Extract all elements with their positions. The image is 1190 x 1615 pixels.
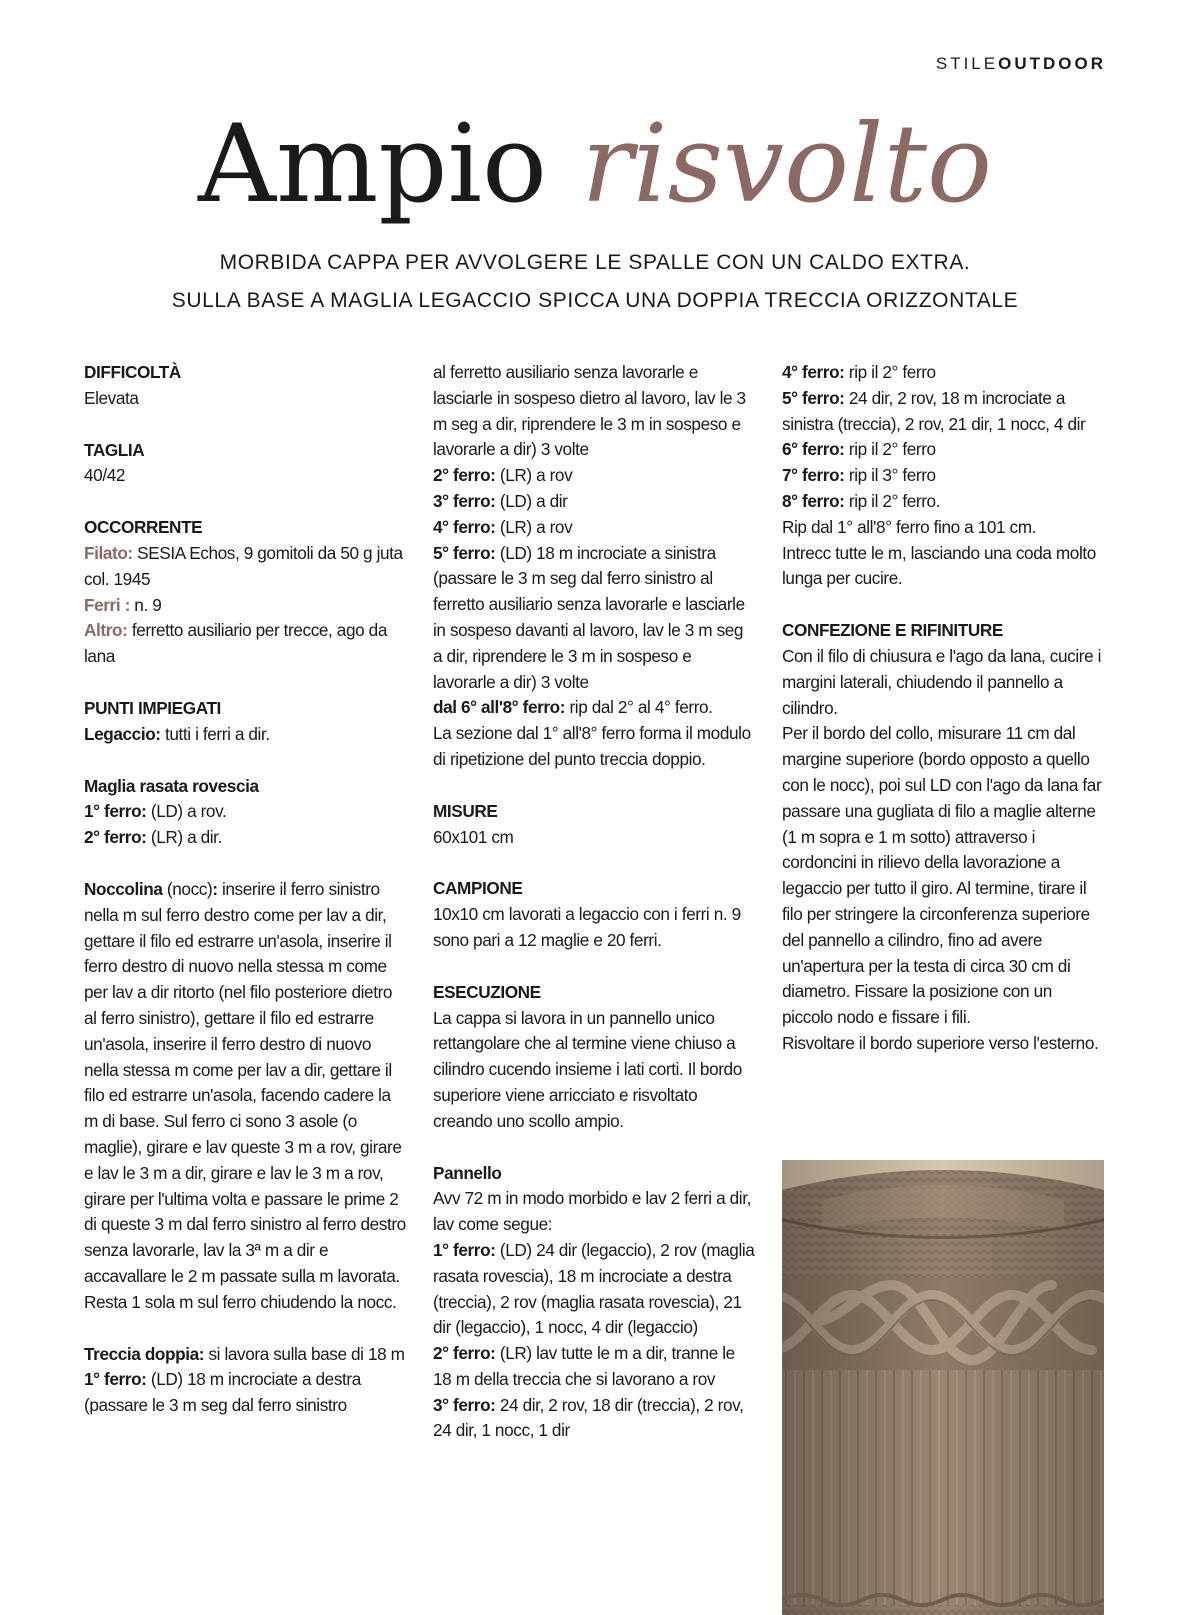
treccia-row-2: 2° ferro: (LR) a rov (433, 465, 573, 486)
maglia-row-2: 2° ferro: (LR) a dir. (84, 827, 222, 848)
pannello-heading: Pannello (433, 1162, 502, 1183)
treccia-row-1-cont: al ferretto ausiliario senza lavorarle e lasciarle in sospeso dietro al lavoro, lav le 3 m seg a dir, riprendere le 3 m in sospeso e lavorarle a dir) 3 volte (433, 362, 746, 460)
column-1 (84, 360, 406, 1419)
treccia-row-1: 1° ferro: (LD) 18 m incrociate a destra (passare le 3 m seg dal ferro sinistro (84, 1369, 361, 1416)
column-2 (433, 360, 755, 1444)
occorrente-heading: OCCORRENTE (84, 517, 203, 538)
filato-line: Filato: SESIA Echos, 9 gomitoli da 50 g juta col. 1945 (84, 542, 403, 589)
pannello-row-6: 6° ferro: rip il 2° ferro (782, 439, 936, 460)
page-title (0, 100, 1190, 230)
treccia-row-5: 5° ferro: (LD) 18 m incrociate a sinistra (passare le 3 m seg dal ferro sinistro al ferretto ausiliario senza lavorarle e lasciarle in sospeso davanti al lavoro, lav le 3 m seg a dir, riprendere le 3 m in sospeso e lavorarle a dir) 3 volte (433, 542, 745, 692)
column-3 (782, 360, 1104, 1057)
esecuzione-text: La cappa si lavora in un pannello unico rettangolare che al termine viene chiuso a cilindro cucendo insieme i lati corti. Il bordo superiore viene arricciato e risvoltato creando uno scollo ampio. (433, 1007, 742, 1131)
title-accent: risvolto (581, 102, 993, 227)
misure-heading: MISURE (433, 800, 498, 821)
confezione-heading: CONFEZIONE E RIFINITURE (782, 620, 1003, 641)
noccolina-text: Noccolina (nocc): inserire il ferro sinistro nella m sul ferro destro come per lav a dir, gettare il filo ed estrarre un'asola, inserire il ferro destro di nuovo nella stessa m come per lav a dir ritorto (nel filo posteriore dietro al ferro sinistro), gettare il filo ed estrarre un'asola, inserire il ferro destro di nuovo nella stessa m come per lav a dir, gettare il filo ed estrarre un'asola, facendo cadere la m di base. Sul ferro ci sono 3 asole (o maglie), girare e lav queste 3 m a rov, girare e lav le 3 m a dir, girare e lav le 3 m a rov, girare per l'ultima volta e passare le prime 2 di queste 3 m dal ferro sinistro al ferro destro senza lavorarle, lav la 3ª m a dir e accavallare le 2 m passate sulla m lavorata. (84, 878, 406, 1286)
campione-value: 10x10 cm lavorati a legaccio con i ferri n. 9 sono pari a 12 maglie e 20 ferri. (433, 904, 741, 950)
esecuzione-heading: ESECUZIONE (433, 981, 541, 1002)
knitted-cape-photo (782, 1160, 1104, 1615)
section-tag: STILEOUTDOOR (935, 54, 1106, 73)
punti-heading: PUNTI IMPIEGATI (84, 697, 221, 718)
treccia-heading: Treccia doppia: si lavora sulla base di 18 m (84, 1343, 405, 1364)
pannello-row-8: 8° ferro: rip il 2° ferro. (782, 490, 941, 511)
campione-heading: CAMPIONE (433, 878, 523, 899)
altro-line: Altro: ferretto ausiliario per trecce, ago da lana (84, 620, 387, 667)
intrecc-text: Intrecc tutte le m, lasciando una coda molto lunga per cucire. (782, 542, 1096, 589)
title-main: Ampio (197, 102, 548, 227)
confezione-text-3: Risvoltare il bordo superiore verso l'esterno. (782, 1032, 1099, 1053)
noccolina-end: Resta 1 sola m sul ferro chiudendo la nocc. (84, 1291, 397, 1312)
treccia-row-3: 3° ferro: (LD) a dir (433, 490, 568, 511)
pannello-row-7: 7° ferro: rip il 3° ferro (782, 465, 936, 486)
misure-value: 60x101 cm (433, 826, 514, 847)
subtitle: MORBIDA CAPPA PER AVVOLGERE LE SPALLE CON UN CALDO EXTRA. SULLA BASE A MAGLIA LEGACCIO SPICCA UNA DOPPIA TRECCIA ORIZZONTALE (171, 251, 1019, 312)
maglia-row-1: 1° ferro: (LD) a rov. (84, 801, 227, 822)
cape-illustration (782, 1160, 1104, 1615)
pannello-text: Avv 72 m in modo morbido e lav 2 ferri a dir, lav come segue: (433, 1188, 751, 1235)
pannello-row-5: 5° ferro: 24 dir, 2 rov, 18 m incrociate a sinistra (treccia), 2 rov, 21 dir, 1 nocc, 4 dir (782, 387, 1086, 434)
treccia-row-4: 4° ferro: (LR) a rov (433, 516, 573, 537)
treccia-note: La sezione dal 1° all'8° ferro forma il modulo di ripetizione del punto treccia doppio. (433, 723, 751, 769)
taglia-heading: TAGLIA (84, 439, 145, 460)
confezione-text-1: Con il filo di chiusura e l'ago da lana, cucire i margini laterali, chiudendo il pannello a cilindro. (782, 645, 1102, 718)
pannello-row-3: 3° ferro: 24 dir, 2 rov, 18 dir (treccia), 2 rov, 24 dir, 1 nocc, 1 dir (433, 1394, 744, 1441)
taglia-value: 40/42 (84, 465, 126, 486)
difficolta-heading: DIFFICOLTÀ (84, 362, 181, 382)
maglia-heading: Maglia rasata rovescia (84, 775, 259, 796)
pannello-row-1: 1° ferro: (LD) 24 dir (legaccio), 2 rov (maglia rasata rovescia), 18 m incrociate a destra (treccia), 2 rov (maglia rasata rovescia), 21 dir (legaccio), 1 nocc, 4 dir (legaccio) (433, 1239, 755, 1338)
legaccio-line: Legaccio: tutti i ferri a dir. (84, 723, 270, 744)
rip-text: Rip dal 1° all'8° ferro fino a 101 cm. (782, 516, 1037, 537)
difficolta-value: Elevata (84, 387, 139, 408)
confezione-text-2: Per il bordo del collo, misurare 11 cm dal margine superiore (bordo opposto a quello con le nocc), poi sul LD con l'ago da lana far passare una gugliata di filo a maglie alterne (1 m sopra e 1 m sotto) attraverso i cordoncini in rilievo della lavorazione a legaccio per tutto il giro. Al termine, tirare il filo per stringere la circonferenza superiore del pannello a cilindro, fino ad avere un'apertura per la testa di circa 30 cm di diametro. Fissare la posizione con un piccolo nodo e fissare i fili. (782, 723, 1102, 1028)
ferri-line: Ferri : n. 9 (84, 594, 162, 615)
pannello-row-4: 4° ferro: rip il 2° ferro (782, 362, 936, 382)
treccia-row-6-8: dal 6° all'8° ferro: rip dal 2° al 4° ferro. (433, 697, 713, 718)
pannello-row-2: 2° ferro: (LR) lav tutte le m a dir, tranne le 18 m della treccia che si lavorano a rov (433, 1343, 735, 1389)
